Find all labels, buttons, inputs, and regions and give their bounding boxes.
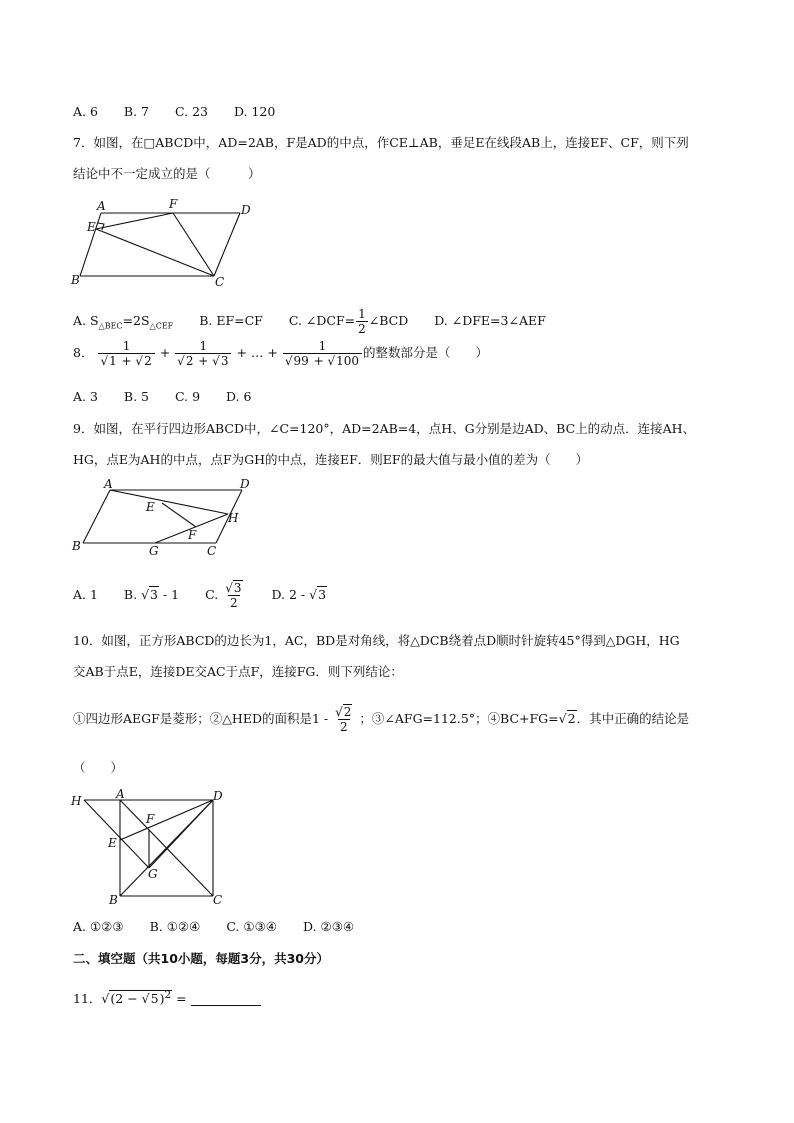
q9-stem-line1: 9．如图，在平行四边形ABCD中，∠C=120°，AD=2AB=4，点H、G分别是边AD、BC上的动点．连接AH、 [73, 421, 696, 436]
q9-label-a: A [104, 477, 113, 491]
q7-stem-line2: 结论中不一定成立的是（ ） [73, 166, 261, 181]
q7-stem-line1: 7．如图，在□ABCD中，AD=2AB，F是AD的中点，作CE⊥AB，垂足E在线段AB上，连接EF、CF，则下列 [73, 135, 689, 150]
q7-figure [70, 196, 260, 288]
q11-stem: 11．$√(2 - √5)^2$ = [73, 990, 261, 1006]
q7-option-a: A. $S_{\triangle BEC}=2S_{\triangle CEF}$ [73, 313, 174, 331]
q10-option-c: C. ①③④ [226, 919, 278, 934]
q7-option-c: C. ∠DCF= $\frac{1}{2}$ ∠BCD [288, 307, 409, 336]
section-heading: 二、填空题（共10小题，每题3分，共30分） [73, 951, 329, 966]
q6-options [73, 106, 297, 119]
q10-label-b: B [109, 893, 118, 907]
q7-label-a: A [97, 199, 106, 213]
q8-option-b: B. 5 [123, 389, 150, 404]
q9-label-h: H [228, 511, 239, 525]
q8-options [73, 391, 274, 404]
q7-options [73, 308, 568, 335]
q10-option-d: D. ②③④ [303, 919, 355, 934]
q8-option-a: A. 3 [73, 389, 98, 404]
q9-option-c: C. $\frac{√3}{2}$ [205, 581, 242, 610]
q7-label-f: F [169, 197, 178, 211]
q7-option-d: D. ∠DFE=3∠AEF [434, 313, 546, 329]
q9-option-a: A. 1 [73, 587, 98, 603]
q10-stem-line1: 10．如图，正方形ABCD的边长为1，AC，BD是对角线，将△DCB绕着点D顺时针旋转45°得到△DGH，HG [73, 633, 680, 648]
q8-stem: 8． $\frac{1}{√1 + √2}$ + $\frac{1}{√2 + √3}$ + … + $\frac{1}{√99 + √100}$ 的整数部分是（ ） [73, 339, 489, 368]
q9-label-c: C [207, 544, 217, 558]
q7-label-e: E [87, 220, 96, 234]
q10-label-e: E [108, 836, 117, 850]
q10-label-a: A [116, 787, 125, 801]
q6-option-b: B. 7 [123, 104, 150, 119]
q10-stem-line2: 交AB于点E，连接DE交AC于点F，连接FG．则下列结论： [73, 664, 403, 679]
q9-option-d: D. 2 - √3 [271, 587, 327, 603]
q7-label-d: D [241, 203, 251, 217]
q10-label-d: D [213, 789, 223, 803]
q10-option-b: B. ①②④ [149, 919, 201, 934]
q10-option-a: A. ①②③ [73, 919, 124, 934]
q10-label-g: G [148, 867, 158, 881]
q9-label-g: G [149, 544, 159, 558]
q9-stem-line2: HG，点E为AH的中点，点F为GH的中点，连接EF．则EF的最大值与最小值的差为（ ） [73, 452, 589, 467]
q10-figure [68, 786, 238, 908]
q9-label-d: D [240, 477, 250, 491]
q7-option-b: B. EF=CF [199, 313, 263, 329]
q11-answer-blank[interactable] [191, 993, 261, 1006]
q10-options [73, 921, 376, 934]
q10-label-c: C [213, 893, 223, 907]
q10-label-f: F [146, 812, 155, 826]
q9-label-e: E [146, 500, 155, 514]
q9-label-b: B [72, 539, 81, 553]
q9-figure [70, 476, 260, 558]
q7-label-c: C [215, 275, 225, 288]
q9-option-b: B. √3 - 1 [123, 587, 180, 603]
q6-option-d: D. 120 [233, 104, 276, 119]
q10-stem-line4: （ ） [73, 760, 124, 775]
q9-label-f: F [188, 528, 197, 542]
q9-options [73, 582, 349, 609]
q10-stem-line3: ①四边形AEGF是菱形；②△HED的面积是1 - $\frac{√2}{2}$ ；③∠AFG=112.5°；④BC+FG=√2．其中正确的结论是 [73, 705, 690, 734]
q6-option-c: C. 23 [175, 104, 208, 119]
q6-option-a: A. 6 [73, 104, 98, 119]
q7-label-b: B [71, 273, 80, 287]
q10-label-h: H [71, 794, 82, 808]
q8-option-d: D. 6 [226, 389, 252, 404]
q8-option-c: C. 9 [175, 389, 201, 404]
